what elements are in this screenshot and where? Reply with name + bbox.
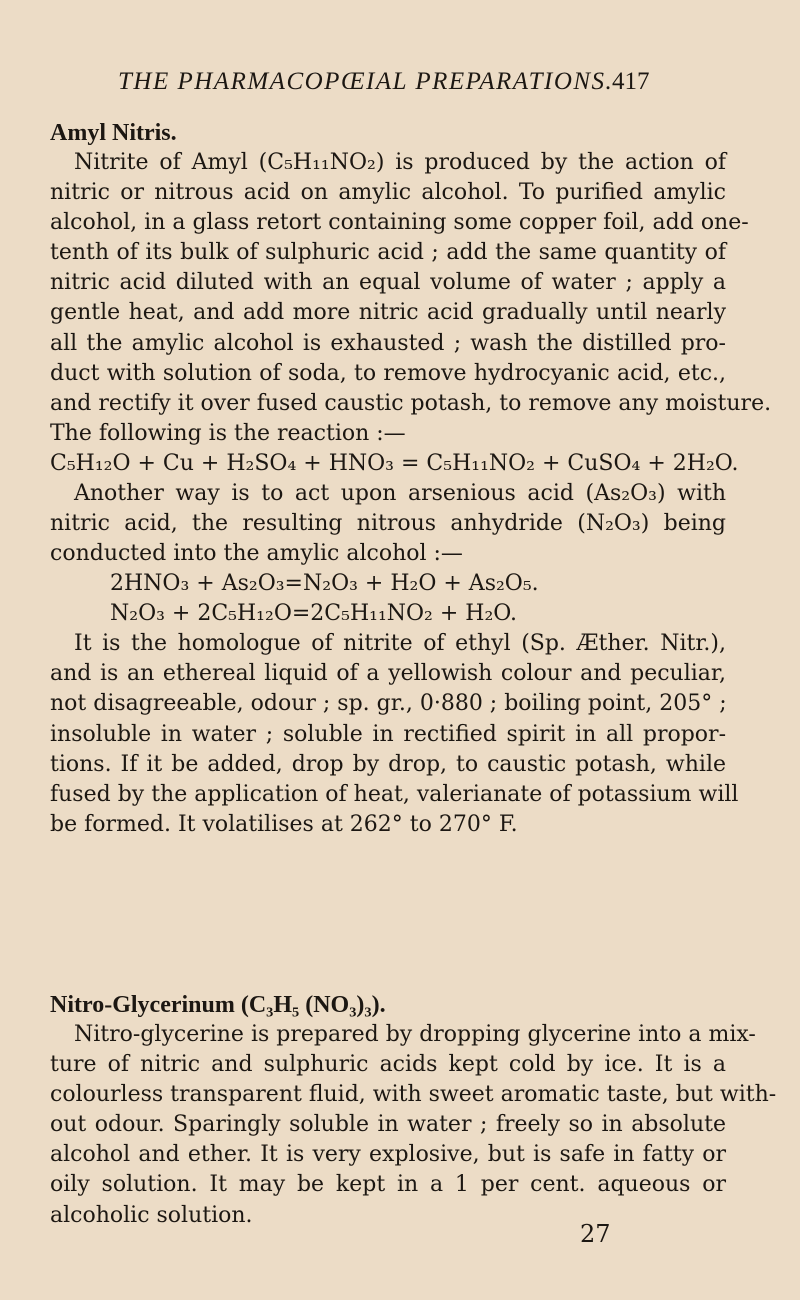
text-line: not disagreeable, odour ; sp. gr., 0·880 ; boiling point, 205° ; — [50, 691, 727, 717]
text-line: insoluble in water ; soluble in rectified spirit in all propor- — [50, 721, 726, 747]
text-line: out odour. Sparingly soluble in water ; freely so in absolute — [50, 1112, 726, 1138]
text-line: tenth of its bulk of sulphuric acid ; add the same quantity of — [50, 240, 726, 266]
text-line: tions. If it be added, drop by drop, to caustic potash, while — [50, 751, 726, 777]
nitro-glycerinum-section — [50, 990, 777, 1231]
text-line: alcohol, in a glass retort containing some copper foil, add one- — [50, 210, 749, 236]
text-line: be formed. It volatilises at 262° to 270° F. — [50, 811, 518, 837]
running-header — [0, 68, 800, 108]
text-line: nitric acid diluted with an equal volume of water ; apply a — [50, 270, 726, 296]
text-line: gentle heat, and add more nitric acid gradually until nearly — [50, 300, 726, 326]
text-line: oily solution. It may be kept in a 1 per cent. aqueous or — [50, 1172, 726, 1198]
text-line: fused by the application of heat, valerianate of potassium will — [50, 781, 739, 807]
text-line: nitric or nitrous acid on amylic alcohol. To purified amylic — [50, 180, 726, 206]
text-line: It is the homologue of nitrite of ethyl (Sp. Æther. Nitr.), — [74, 631, 726, 657]
page-number: 417 — [612, 68, 650, 95]
text-line: duct with solution of soda, to remove hydrocyanic acid, etc., — [50, 360, 726, 386]
amyl-nitris-section — [50, 118, 772, 840]
text-line: conducted into the amylic alcohol :— — [50, 541, 463, 567]
amyl-paragraph-2 — [50, 479, 726, 569]
amyl-nitris-heading: Amyl Nitris. — [50, 120, 177, 146]
amyl-paragraph-3 — [50, 629, 739, 840]
reaction-equation-3: N₂O₃ + 2C₅H₁₂O=2C₅H₁₁NO₂ + H₂O. — [110, 601, 518, 627]
reaction-equation-1: C₅H₁₂O + Cu + H₂SO₄ + HNO₃ = C₅H₁₁NO₂ + CuSO₄ + 2H₂O. — [50, 450, 739, 476]
text-line: The following is the reaction :— — [50, 420, 406, 446]
text-line: colourless transparent fluid, with sweet aromatic taste, but with- — [50, 1082, 777, 1108]
text-line: all the amylic alcohol is exhausted ; wash the distilled pro- — [50, 330, 726, 356]
running-title: THE PHARMACOPŒIAL PREPARATIONS. — [118, 68, 614, 95]
text-line: and rectify it over fused caustic potash, to remove any moisture. — [50, 390, 772, 416]
text-line: Another way is to act upon arsenious acid (As₂O₃) with — [74, 480, 726, 506]
text-line: and is an ethereal liquid of a yellowish colour and peculiar, — [50, 661, 726, 687]
text-line: alcohol and ether. It is very explosive, but is safe in fatty or — [50, 1142, 726, 1168]
nitro-paragraph — [50, 1020, 777, 1231]
text-line: Nitrite of Amyl (C₅H₁₁NO₂) is produced by the action of — [74, 150, 726, 175]
reaction-equation-2: 2HNO₃ + As₂O₃=N₂O₃ + H₂O + As₂O₅. — [110, 571, 539, 597]
text-line: nitric acid, the resulting nitrous anhydride (N₂O₃) being — [50, 511, 726, 537]
amyl-paragraph-1 — [50, 148, 772, 449]
signature-mark: 27 — [580, 1220, 611, 1248]
text-line: ture of nitric and sulphuric acids kept cold by ice. It is a — [50, 1052, 726, 1078]
nitro-glycerinum-heading: Nitro-Glycerinum (C₃H₅ (NO₃)₃). — [50, 992, 386, 1018]
text-line: Nitro-glycerine is prepared by dropping glycerine into a mix- — [74, 1022, 756, 1047]
text-line: alcoholic solution. — [50, 1202, 253, 1228]
